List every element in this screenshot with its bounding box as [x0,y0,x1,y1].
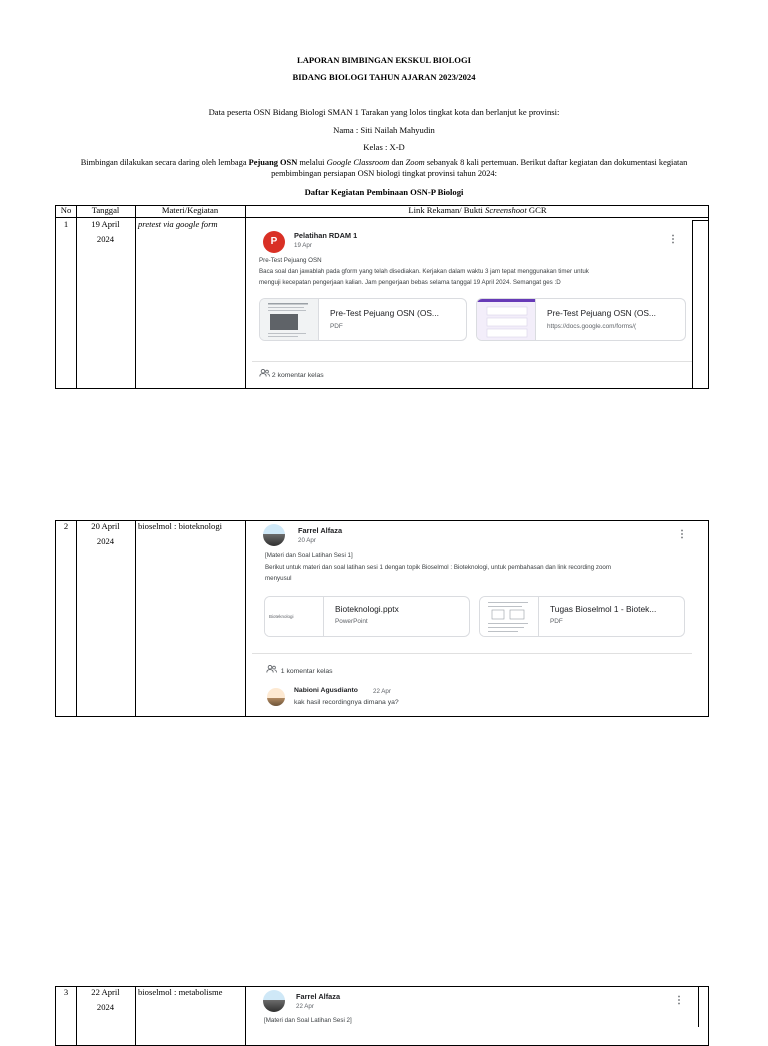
attachment-type: PowerPoint [335,618,368,625]
participant-name: Nama : Siti Nailah Mahyudin [333,125,435,135]
row-no: 1 [63,219,69,229]
attachment-type: PDF [330,323,343,330]
attachment-url: https://docs.google.com/forms/( [547,323,637,330]
screenshot-edge [698,987,699,1027]
row-date: 22 April 2024 [91,987,120,1012]
report-title: LAPORAN BIMBINGAN EKSKUL BIOLOGI [296,55,472,65]
commenter-name: Nabioni Agusdianto [294,687,358,694]
attachment-card [479,596,685,637]
comment-date: 22 Apr [373,688,391,695]
attachment-title: Pre-Test Pejuang OSN (OS... [330,308,439,318]
participant-class: Kelas : X-D [363,142,405,152]
avatar [263,990,285,1012]
screenshot-edge [692,220,709,221]
post-body-line: menguji kecepatan pengerjaan kalian. Jam pengerjaan bebas selama tanggal 19 April 2024. Semangat ges :D [259,279,561,286]
people-icon [266,668,279,675]
post-body-line: Berikut untuk materi dan soal latihan sesi 1 dengan topik Bioselmol : Bioteknologi, untuk pembahasan dan link recording zoom [265,564,612,571]
attachment-title: Pre-Test Pejuang OSN (OS... [547,308,656,318]
header-materi: Materi/Kegiatan [161,205,219,215]
row-date: 20 April 2024 [91,521,120,546]
post-date: 22 Apr [296,1003,314,1010]
post-body-line: Baca soal dan jawablah pada gform yang telah disediakan. Kerjakan dalam waktu 3 jam tepat menggunakan timer untuk [259,268,589,275]
report-subtitle: BIDANG BIOLOGI TAHUN AJARAN 2023/2024 [292,72,476,82]
activity-table [55,205,709,389]
form-thumbnail [477,299,536,340]
classroom-post-screenshot [252,987,692,1045]
post-author: Farrel Alfaza [298,526,343,535]
row-activity: pretest via google form [138,219,218,229]
post-date: 20 Apr [298,537,316,544]
post-title: [Materi dan Soal Latihan Sesi 1] [265,552,353,559]
post-title: Pre-Test Pejuang OSN [259,257,322,264]
header-tanggal: Tanggal [91,205,120,215]
more-vert-icon: ⋮ [674,995,684,1006]
more-vert-icon: ⋮ [668,234,678,245]
post-date: 19 Apr [294,242,312,249]
avatar [263,524,285,546]
row-no: 3 [63,987,69,997]
attachment-title: Bioteknologi.pptx [335,604,399,614]
post-title: [Materi dan Soal Latihan Sesi 2] [264,1017,352,1024]
list-title: Daftar Kegiatan Pembinaan OSN-P Biologi [304,187,464,197]
post-body-line: menyusul [265,575,292,582]
people-icon [259,372,272,379]
participant-intro: Data peserta OSN Bidang Biologi SMAN 1 Tarakan yang lolos tingkat kota dan berlanjut ke provinsi: [208,107,560,117]
more-vert-icon: ⋮ [677,529,687,540]
pdf-thumbnail [480,597,539,636]
classroom-post-screenshot [252,521,692,716]
comment-text: kak hasil recordingnya dimana ya? [294,699,399,706]
class-comments: 1 komentar kelas [266,665,333,675]
activity-table [55,520,709,717]
attachment-type: PDF [550,618,563,625]
post-author: Pelatihan RDAM 1 [294,231,358,240]
activity-table [55,986,709,1046]
row-activity: bioselmol : bioteknologi [138,521,223,531]
screenshot-edge [692,220,693,388]
pdf-thumbnail [260,299,319,340]
avatar: P [263,231,285,253]
row-date: 19 April 2024 [91,219,120,244]
post-author: Farrel Alfaza [296,992,341,1001]
screenshot-edge [695,520,709,521]
commenter-avatar [267,688,285,706]
attachment-card [264,596,470,637]
attachment-card [476,298,686,341]
classroom-post-screenshot [252,219,692,387]
attachment-title: Tugas Bioselmol 1 - Biotek... [550,604,657,614]
class-comments: 2 komentar kelas [259,369,324,379]
description-paragraph: Bimbingan dilakukan secara daring oleh lembaga Pejuang OSN melalui Google Classroom dan Zoom sebanyak 8 kali pertemuan. Berikut daftar kegiatan dan dokumentasi kegiatan pembimbingan persiapan OSN biologi tingkat provinsi tahun 2024: [80,158,688,178]
pptx-thumbnail: Bioteknologi [265,597,324,636]
attachment-card [259,298,467,341]
header-no: No [60,205,72,215]
row-activity: bioselmol : metabolisme [138,987,223,997]
header-link: Link Rekaman/ Bukti Screenshoot GCR [408,205,547,215]
row-no: 2 [63,521,69,531]
